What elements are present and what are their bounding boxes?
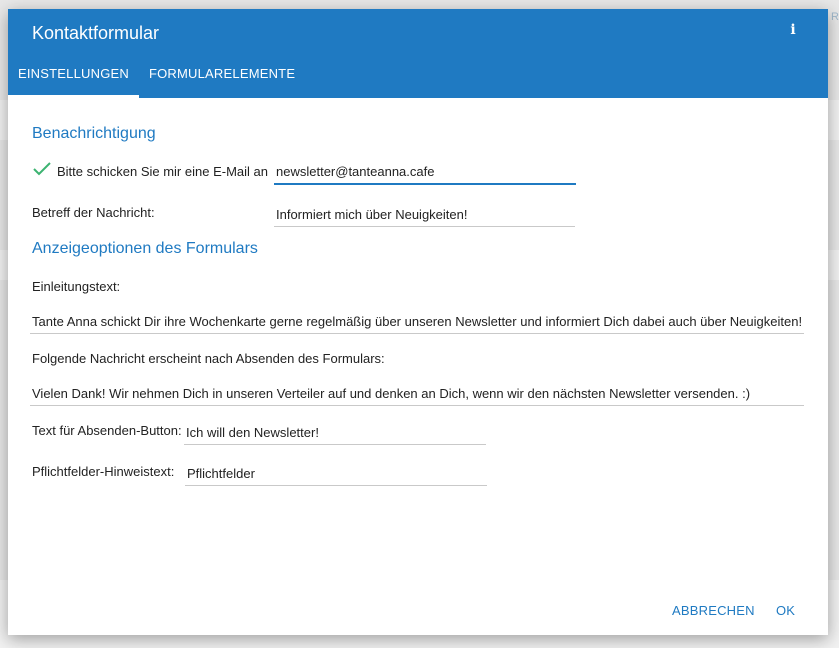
required-hint-label: Pflichtfelder-Hinweistext: [32,464,175,479]
subject-label: Betreff der Nachricht: [32,205,155,220]
after-submit-message-input[interactable] [30,381,804,406]
background-corner-text: R [831,11,839,23]
ok-button[interactable]: OK [776,603,796,618]
after-submit-label: Folgende Nachricht erscheint nach Absenden des Formulars: [32,351,385,366]
dialog-title: Kontaktformular [32,23,160,43]
notification-heading: Benachrichtigung [32,125,156,142]
submit-button-text-label: Text für Absenden-Button: [32,423,182,438]
display-options-heading: Anzeigeoptionen des Formulars [32,240,258,257]
info-icon[interactable]: i [790,22,796,38]
cancel-button[interactable]: ABBRECHEN [672,603,755,618]
tab-bar [8,61,305,98]
required-hint-input[interactable] [185,461,487,486]
contact-form-dialog [8,9,828,635]
email-checkbox-label: Bitte schicken Sie mir eine E-Mail an [57,164,268,179]
email-field[interactable] [274,160,576,185]
dialog-header [8,9,828,98]
submit-button-text-input[interactable] [184,420,486,445]
tab-form-elements[interactable]: FORMULARELEMENTE [148,66,296,81]
subject-input[interactable] [274,202,575,227]
intro-label: Einleitungstext: [32,279,121,294]
intro-text-input[interactable] [30,309,804,334]
checkmark-icon[interactable] [32,161,52,177]
tab-settings[interactable]: EINSTELLUNGEN [8,61,139,98]
